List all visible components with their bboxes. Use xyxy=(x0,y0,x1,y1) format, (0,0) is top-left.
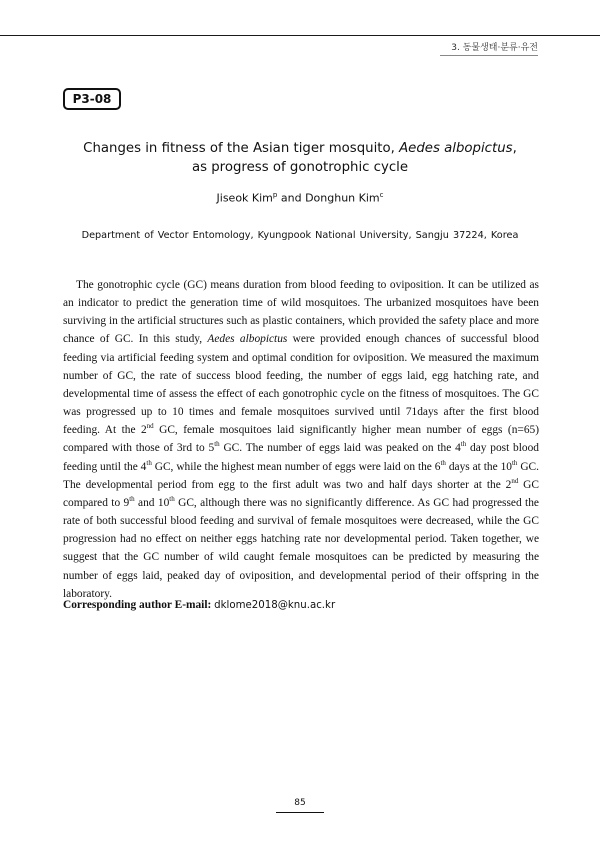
corresponding-email[interactable]: dklome2018@knu.ac.kr xyxy=(214,600,336,611)
abstract-body xyxy=(63,276,539,603)
author-list xyxy=(40,191,560,205)
abstract-s9: GC compared to 9 xyxy=(63,478,539,509)
title-line2: as progress of gonotrophic cycle xyxy=(191,160,409,175)
abstract-s5: day post blood feeding until the 4 xyxy=(63,442,539,473)
abstract-s6: GC, while the highest mean number of eggs were laid on the 6 xyxy=(151,460,441,473)
abstract-sup: th xyxy=(440,458,446,467)
abstract-s8: GC. The developmental period from egg to the first adult was two and half days shorter at the 2 xyxy=(63,460,540,491)
author-2-mark: c xyxy=(379,191,384,199)
abstract-sup: nd xyxy=(146,422,154,431)
title-species: Aedes albopictus xyxy=(399,141,513,156)
page-number: 85 xyxy=(294,798,306,808)
abstract-sup: nd xyxy=(511,476,519,485)
abstract-s4: GC. The number of eggs laid was peaked on the 4 xyxy=(219,442,461,455)
abstract-s11: GC, although there was no significantly difference. As GC had progressed the rate of both successful blood feeding and survival of female mosquitoes were decreased, while the GC progression had no effect on neither eggs hatching rate nor developmental period. Taken together, we suggest that the GC number of wild caught female mosquitoes can be predicted by measuring the number of eggs laid, peaked day of oviposition, and developmental period of their offspring in the laboratory. xyxy=(63,496,539,600)
section-label: 3. 동물생태·분류·유전 xyxy=(451,43,538,53)
abstract-sup: th xyxy=(460,440,467,449)
title-line1-prefix: Changes in fitness of the Asian tiger mosquito, xyxy=(83,141,400,156)
author-joiner: and xyxy=(277,191,306,205)
abstract-s3: GC, female mosquitoes laid significantly higher mean number of eggs (n=65) compared with those of 3rd to 5 xyxy=(63,424,539,455)
title-line1-suffix: , xyxy=(512,141,517,156)
abstract-s1: The gonotrophic cycle (GC) means duration from blood feeding to oviposition. It can be utilized as an indicator to predict the generation time of wild mosquitoes. The urbanized mosquitoes have been surviving in the artificial structures such as plastic containers, which provided the safety place and more chance of GC. In this study, xyxy=(63,279,539,346)
abstract-sup: th xyxy=(169,495,175,504)
author-1: Jiseok Kim xyxy=(216,191,273,205)
paper-title xyxy=(40,139,560,177)
abstract-species: Aedes albopictus xyxy=(207,333,288,346)
abstract-s10: and 10 xyxy=(134,496,170,509)
abstract-sup: th xyxy=(146,458,152,467)
author-1-mark: p xyxy=(272,191,278,199)
abstract-sup: th xyxy=(511,458,518,467)
author-2: Donghun Kim xyxy=(305,191,380,205)
abstract-sup: th xyxy=(129,495,135,504)
section-underline xyxy=(440,55,538,56)
header-rule xyxy=(0,35,600,36)
poster-id-badge: P3-08 xyxy=(63,88,121,110)
affiliation: Department of Vector Entomology, Kyungpook National University, Sangju 37224, Korea xyxy=(81,230,519,241)
abstract-s7: days at the 10 xyxy=(445,460,512,473)
corresponding-label: Corresponding author E-mail: xyxy=(63,599,212,611)
page-number-rule xyxy=(276,812,324,813)
corresponding-author xyxy=(63,599,335,611)
abstract-sup: th xyxy=(214,440,220,449)
abstract-s2: were provided enough chances of successful blood feeding via artificial feeding system and optimal condition for oviposition. We measured the maximum number of GC, the rate of success blood feeding, the number of eggs laid, egg hatching rate, and developmental time of assess the effect of each gonotrophic cycle on the fitness of mosquitoes. The GC was progressed up to 10 times and female mosquitoes survived until 71days after the first blood feeding. At the 2 xyxy=(63,333,539,437)
